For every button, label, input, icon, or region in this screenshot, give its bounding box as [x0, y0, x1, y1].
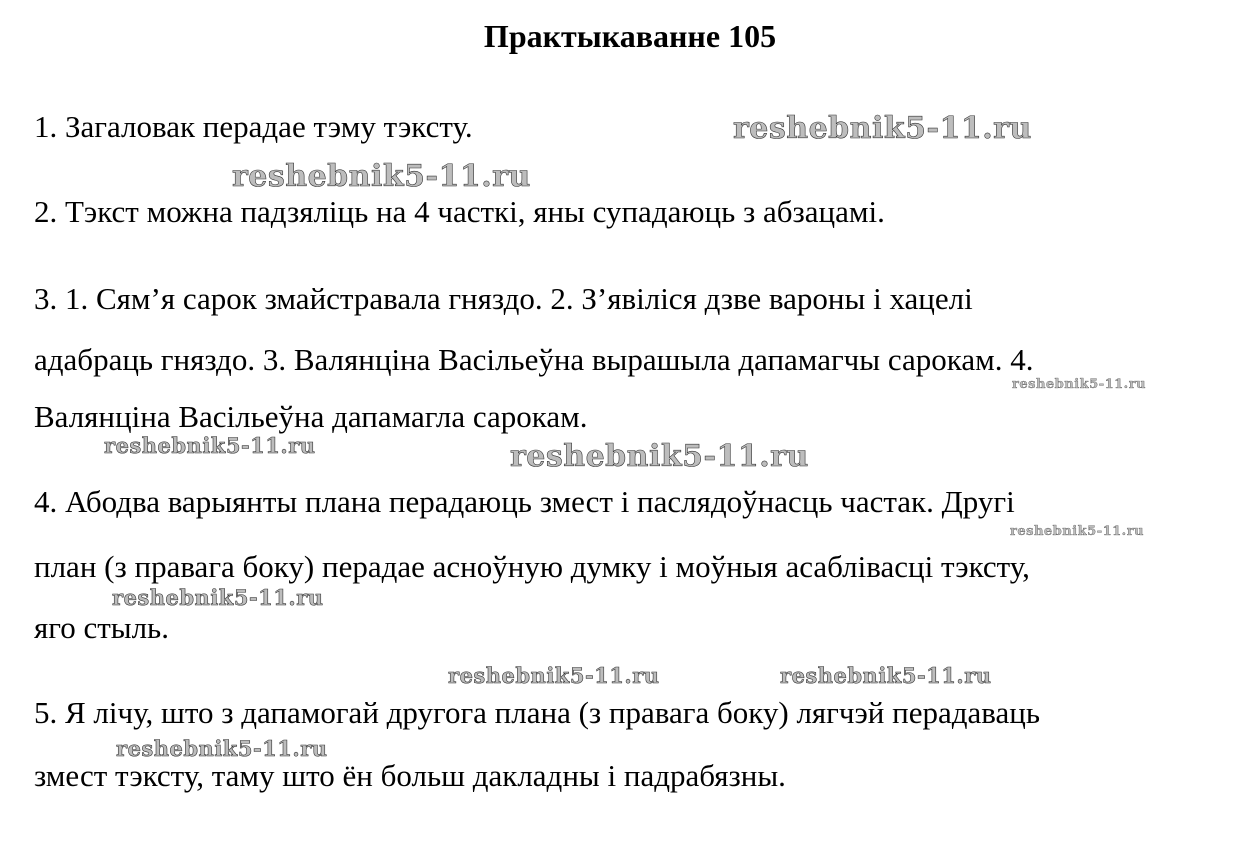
watermark: reshebnik5-11.ru [104, 433, 316, 458]
watermark: reshebnik5-11.ru [1012, 377, 1147, 392]
answer-line-5b: змест тэксту, таму што ён больш дакладны і падрабязны. [34, 758, 786, 793]
watermark: reshebnik5-11.ru [733, 111, 1032, 146]
watermark: reshebnik5-11.ru [510, 439, 809, 474]
answer-line-4b: план (з правага боку) перадае асноўную думку і моўныя асаблівасці тэксту, [34, 549, 1030, 584]
answer-line-3c: Валянціна Васільеўна дапамагла сарокам. [34, 399, 588, 434]
watermark: reshebnik5-11.ru [1010, 524, 1145, 539]
watermark: reshebnik5-11.ru [112, 585, 324, 610]
watermark: reshebnik5-11.ru [780, 663, 992, 688]
watermark: reshebnik5-11.ru [448, 663, 660, 688]
answer-line-4c: яго стыль. [34, 610, 169, 645]
answer-line-4a: 4. Абодва варыянты плана перадаюць змест і паслядоўнасць частак. Другі [34, 484, 1015, 519]
answer-line-2: 2. Тэкст можна падзяліць на 4 часткі, яны супадаюць з абзацамі. [34, 194, 885, 229]
watermark: reshebnik5-11.ru [232, 159, 531, 194]
page-title: Практыкаванне 105 [483, 18, 777, 54]
watermark: reshebnik5-11.ru [116, 736, 328, 761]
answer-line-5a: 5. Я лічу, што з дапамогай другога плана (з правага боку) лягчэй перадаваць [34, 695, 1040, 730]
answer-line-1: 1. Загаловак перадае тэму тэксту. [34, 109, 473, 144]
answer-line-3a: 3. 1. Сям’я сарок змайстравала гняздо. 2. З’явіліся дзве вароны і хацелі [34, 281, 973, 316]
answer-line-3b: адабраць гняздо. 3. Валянціна Васільеўна вырашыла дапамагчы сарокам. 4. [34, 342, 1034, 377]
